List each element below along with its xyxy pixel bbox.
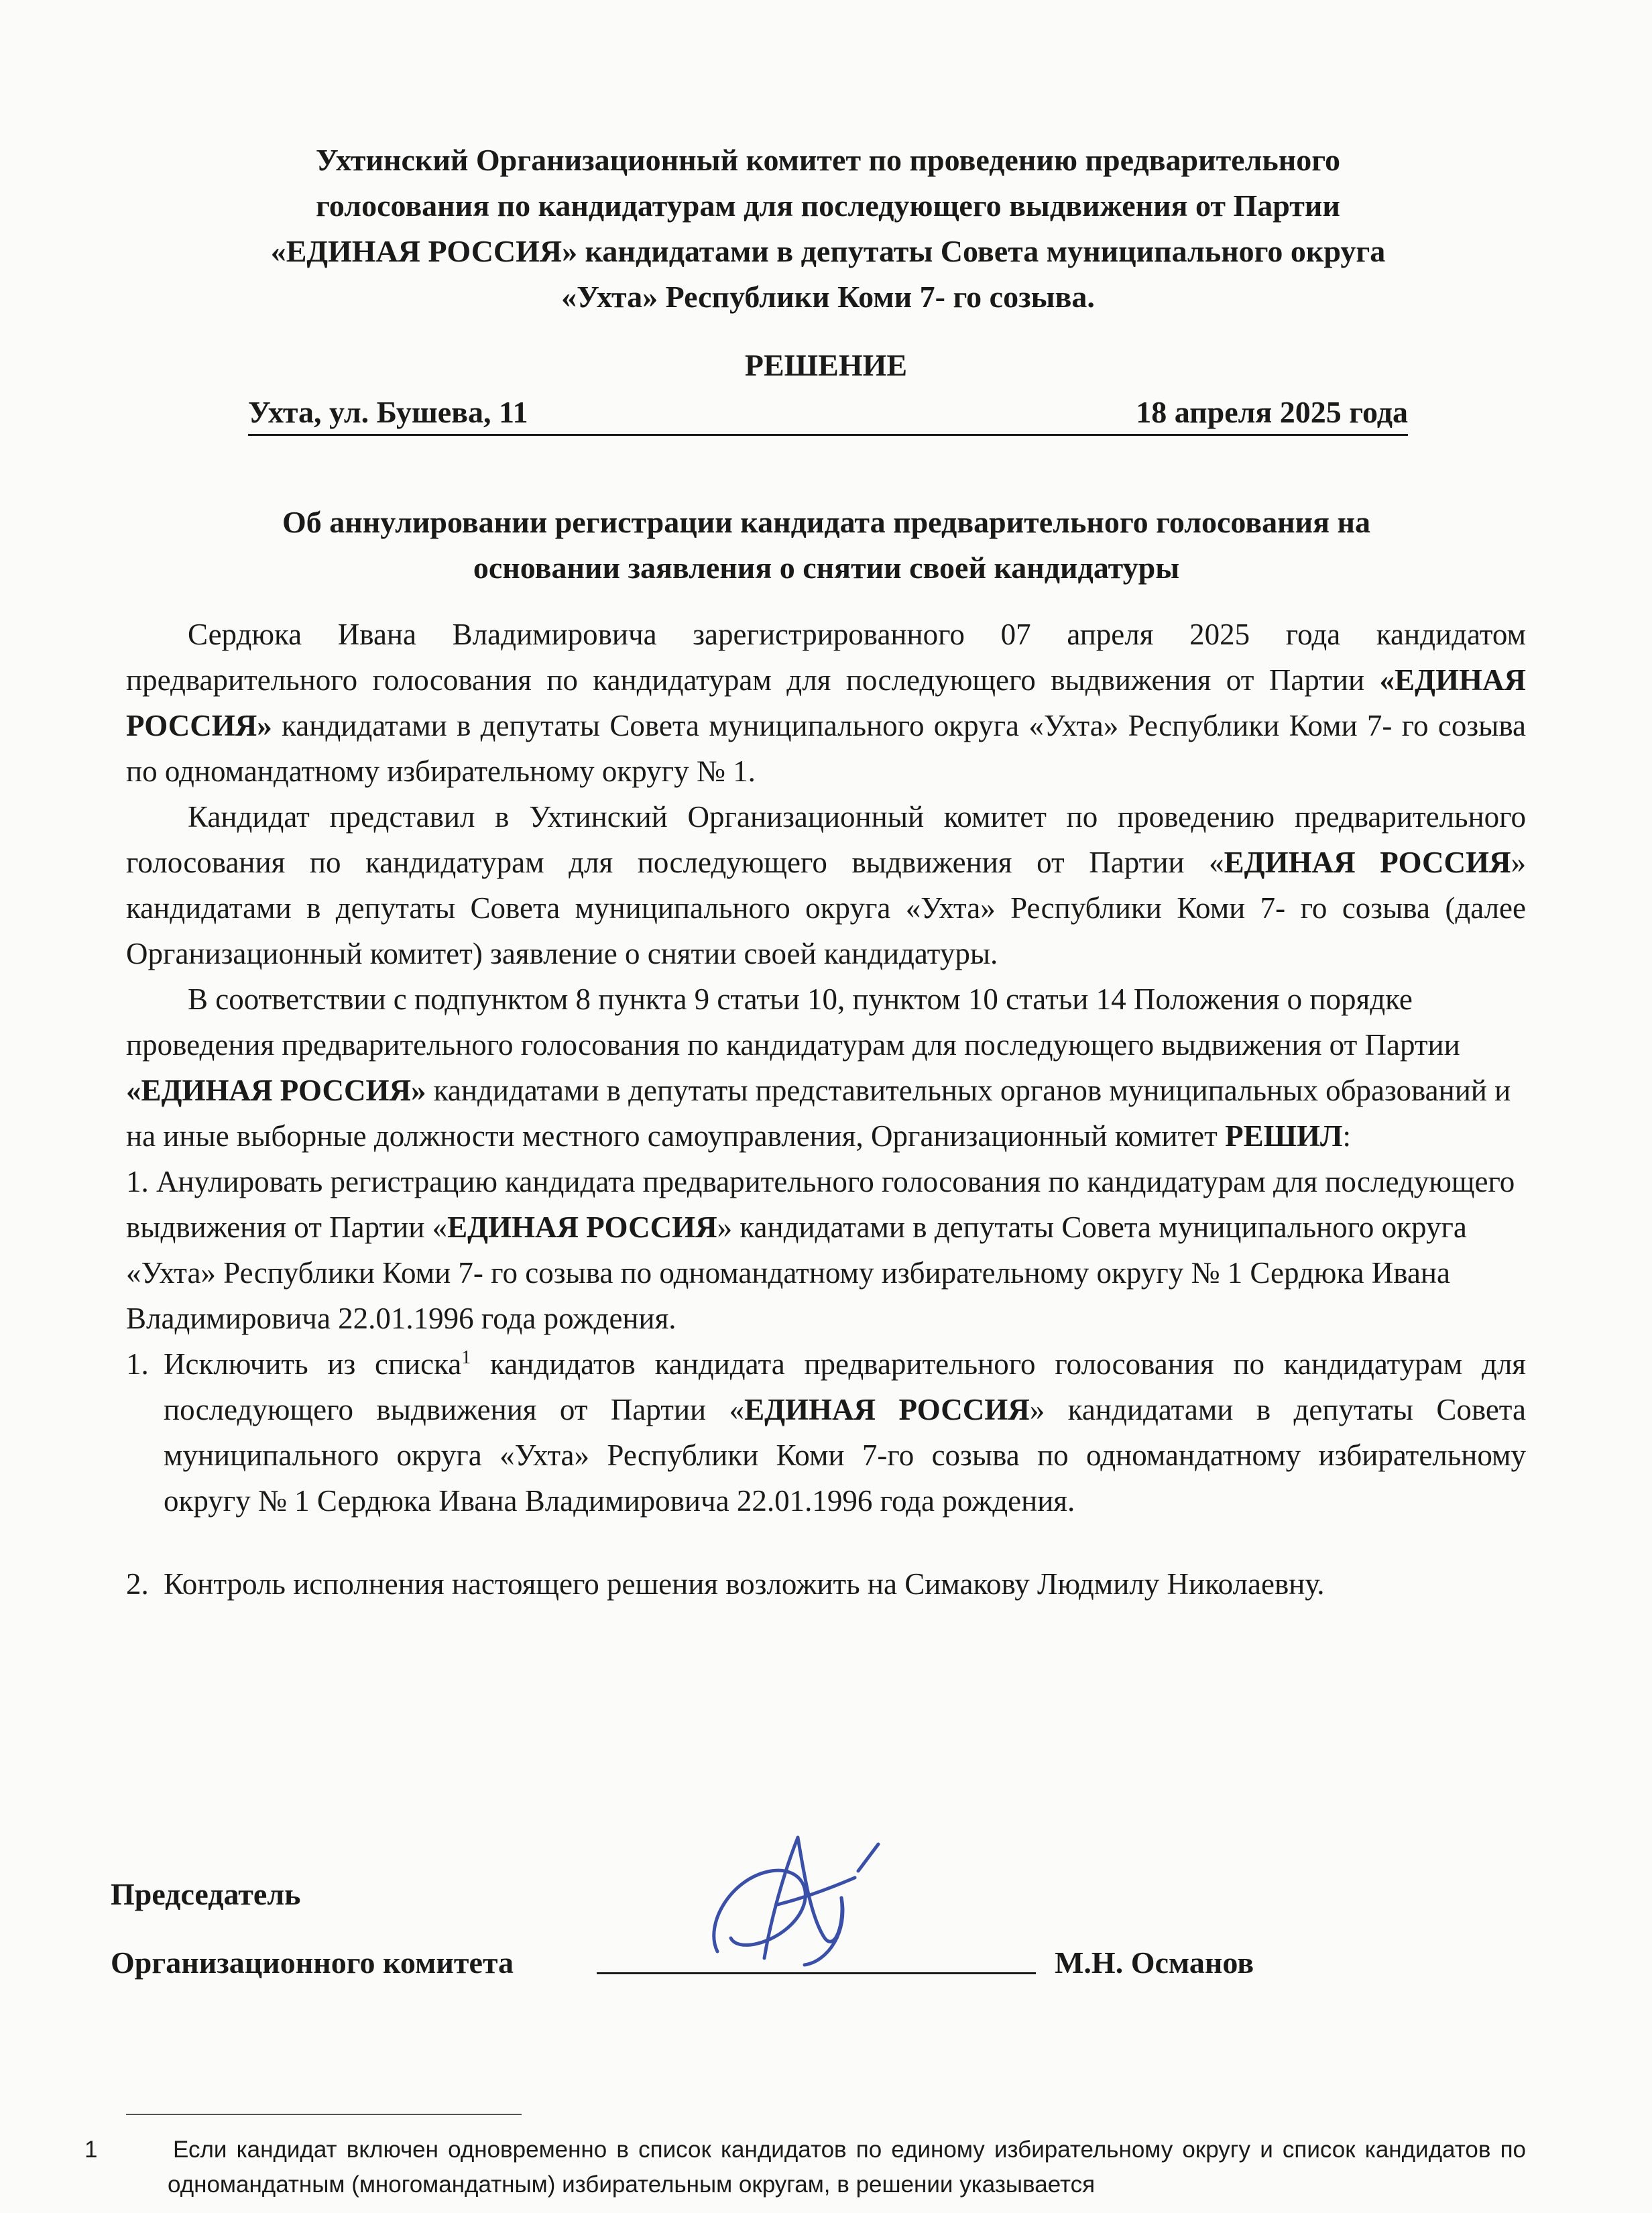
signer-name: М.Н. Османов: [1055, 1945, 1254, 1980]
document-header: [154, 137, 1502, 320]
text-fragment: В соответствии с подпунктом 8 пункта 9 статьи 10, пунктом 10 статьи 14 Положения о порядке проведения предварительного голосования по кандидатурам для последующего выдвижения от Партии: [126, 982, 1460, 1062]
date: 18 апреля 2025 года: [1136, 395, 1408, 429]
item-number: 1.: [126, 1165, 149, 1198]
signer-role-committee: Организационного комитета: [111, 1945, 514, 1980]
subject-line: Об аннулировании регистрации кандидата предварительного голосования на: [282, 505, 1371, 539]
paragraph-registration: [126, 612, 1526, 794]
decided-word: РЕШИЛ: [1225, 1119, 1343, 1153]
footnote: [84, 2133, 1526, 2202]
document-body: [126, 612, 1526, 1607]
paragraph-legal-basis: [126, 976, 1521, 1159]
text-fragment: кандидатами в депутаты представительных органов муниципальных образований и на иные выборные должности местного самоуправления, Организационный комитет: [126, 1074, 1511, 1153]
footnote-text: Если кандидат включен одновременно в список кандидатов по единому избирательному округу и список кандидатов по одномандатным (многомандатным) избирательным округам, в решении указывается: [168, 2137, 1526, 2198]
handwritten-signature: [691, 1824, 892, 1978]
header-line: голосования по кандидатурам для последующего выдвижения от Партии: [316, 188, 1340, 223]
text-fragment: Сердюка Ивана Владимировича зарегистрированного 07 апреля 2025 года кандидатом предварительного голосования по кандидатурам для последующего выдвижения от Партии: [126, 618, 1526, 697]
footnote-number: 1: [84, 2137, 98, 2163]
party-name: «ЕДИНАЯ РОССИЯ»: [126, 663, 1526, 742]
party-name: ЕДИНАЯ РОССИЯ: [1224, 846, 1511, 879]
header-line: «Ухта» Республики Коми 7- го созыва.: [561, 280, 1095, 314]
subject-line: основании заявления о снятии своей кандидатуры: [473, 551, 1180, 585]
decision-list: [126, 1341, 1526, 1607]
paragraph-statement: [126, 794, 1526, 976]
text-fragment: Кандидат представил в Ухтинский Организационный комитет по проведению предварительного голосования по кандидатурам для последующего выдвижения от Партии «: [126, 800, 1526, 879]
party-name: ЕДИНАЯ РОССИЯ: [744, 1393, 1030, 1426]
item-number: 2.: [126, 1567, 149, 1601]
decision-item-exclude: [126, 1341, 1526, 1524]
signature-line: [597, 1972, 1036, 1974]
text-fragment: :: [1342, 1119, 1352, 1153]
place: Ухта, ул. Бушева, 11: [248, 395, 528, 429]
footnote-separator: [126, 2114, 522, 2115]
decision-item-annul: [126, 1159, 1526, 1341]
header-line: Ухтинский Организационный комитет по проведению предварительного: [316, 143, 1340, 177]
party-name: «ЕДИНАЯ РОССИЯ»: [126, 1074, 426, 1107]
footnote-ref: 1: [461, 1347, 471, 1368]
text-fragment: кандидатов кандидата предварительного голосования по кандидатурам для последующего выдвижения от Партии «: [164, 1347, 1527, 1426]
text-fragment: » кандидатами в депутаты Совета муниципального округа «Ухта» Республики Коми 7- го созыва (далее Организационный комитет) заявление о снятии своей кандидатуры.: [126, 846, 1526, 970]
text-fragment: » кандидатами в депутаты Совета муниципального округа «Ухта» Республики Коми 7-го созыва по одномандатному избирательному округу № 1 Сердюка Ивана Владимировича 22.01.1996 года рождения.: [164, 1393, 1526, 1518]
decision-subject: [121, 500, 1532, 591]
decision-title: РЕШЕНИЕ: [744, 348, 908, 382]
party-name: ЕДИНАЯ РОССИЯ: [447, 1210, 717, 1244]
header-line: «ЕДИНАЯ РОССИЯ» кандидатами в депутаты Совета муниципального округа: [270, 234, 1386, 268]
text-fragment: кандидатами в депутаты Совета муниципального округа «Ухта» Республики Коми 7- го созыва по одномандатному избирательному округу № 1.: [126, 709, 1526, 788]
footnote-text-block: [84, 2133, 1526, 2202]
text-fragment: » кандидатами в депутаты Совета муниципального округа «Ухта» Республики Коми 7- го созыва по одномандатному избирательному округу № 1 Сердюка Ивана Владимировича 22.01.1996 года рождения.: [126, 1210, 1467, 1335]
signer-role: Председатель: [111, 1877, 301, 1911]
text-fragment: Анулировать регистрацию кандидата предварительного голосования по кандидатурам для последующего выдвижения от Партии «: [126, 1165, 1515, 1244]
place-date-line: [248, 392, 1408, 436]
text-fragment: Исключить из списка: [164, 1347, 462, 1381]
text-fragment: Контроль исполнения настоящего решения возложить на Симакову Людмилу Николаевну.: [164, 1567, 1325, 1601]
item-number: 1.: [126, 1347, 149, 1381]
decision-item-control: [126, 1561, 1526, 1607]
